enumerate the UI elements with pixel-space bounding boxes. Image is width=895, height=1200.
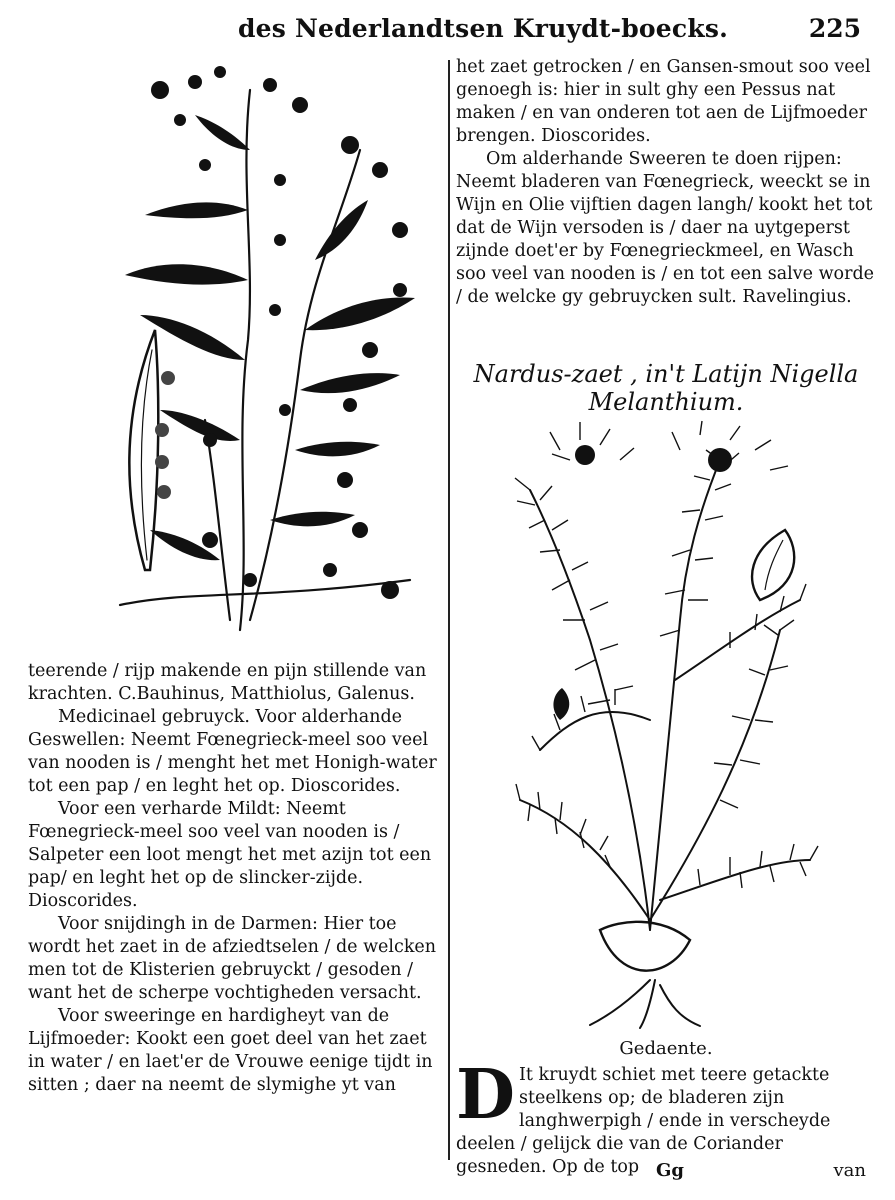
paragraph: Voor sweeringe en hardigheyt van de Lijfmoeder: Kookt een goet deel van het zaet in water / en laet'er de Vrouwe eenige tijdt in sitten ; daer na neemt de slymighe yt van <box>28 1006 433 1095</box>
fenugreek-woodcut-illustration <box>100 60 440 650</box>
paragraph: Voor snijdingh in de Darmen: Hier toe wordt het zaet in de afziedtselen / de welcken men tot de Klisterien gebruyckt / gesoden / want het de scherpe vochtigheden versacht. <box>28 914 437 1003</box>
nigella-woodcut-illustration <box>500 420 830 1030</box>
catchword: van <box>833 1160 866 1181</box>
signature-mark: Gg <box>656 1160 684 1181</box>
drop-cap: D <box>456 1055 515 1135</box>
paragraph: Voor een verharde Mildt: Neemt Fœnegrieck-meel soo veel van nooden is / Salpeter een loot mengt het met azijn tot een pap/ en leght het op de slincker-zijde. Dioscorides. <box>28 799 432 911</box>
figure-caption: Gedaente. <box>619 1038 713 1059</box>
paragraph: het zaet getrocken / en Gansen-smout soo veel genoegh is: hier in sult ghy een Pessus nat maken / en van onderen tot aen de Lijfmoeder brengen. Dioscorides. <box>456 57 871 146</box>
section-heading: Nardus-zaet , in't Latijn Nigella Melanthium. <box>473 360 859 416</box>
paragraph: Medicinael gebruyck. Voor alderhande Geswellen: Neemt Fœnegrieck-meel soo veel van nooden is / menght het met Honigh-water tot een pap / en leght het op. Dioscorides. <box>28 707 437 796</box>
right-column-text <box>456 56 876 309</box>
description-text: It kruydt schiet met teere getackte steelkens op; de bladeren zijn langhwerpigh / ende in verscheyde deelen / gelijck die van de Coriander gesneden. Op de top <box>456 1065 831 1177</box>
left-column-text <box>28 660 438 1097</box>
column-divider <box>448 60 450 1160</box>
paragraph: teerende / rijp makende en pijn stillende van krachten. C.Bauhinus, Matthiolus, Galenus. <box>28 661 427 704</box>
paragraph: Om alderhande Sweeren te doen rijpen: Neemt bladeren van Fœnegrieck, weeckt se in Wijn en Olie vijftien dagen langh/ kookt het tot dat de Wijn versoden is / daer na uytgeperst zijnde doet'er by Fœnegrieckmeel, en Wasch soo veel van nooden is / en tot een salve worde / de welcke gy gebruycken sult. Ravelingius. <box>456 149 875 307</box>
running-title: des Nederlandtsen Kruydt-boecks. <box>238 14 729 43</box>
page-number: 225 <box>808 14 861 43</box>
